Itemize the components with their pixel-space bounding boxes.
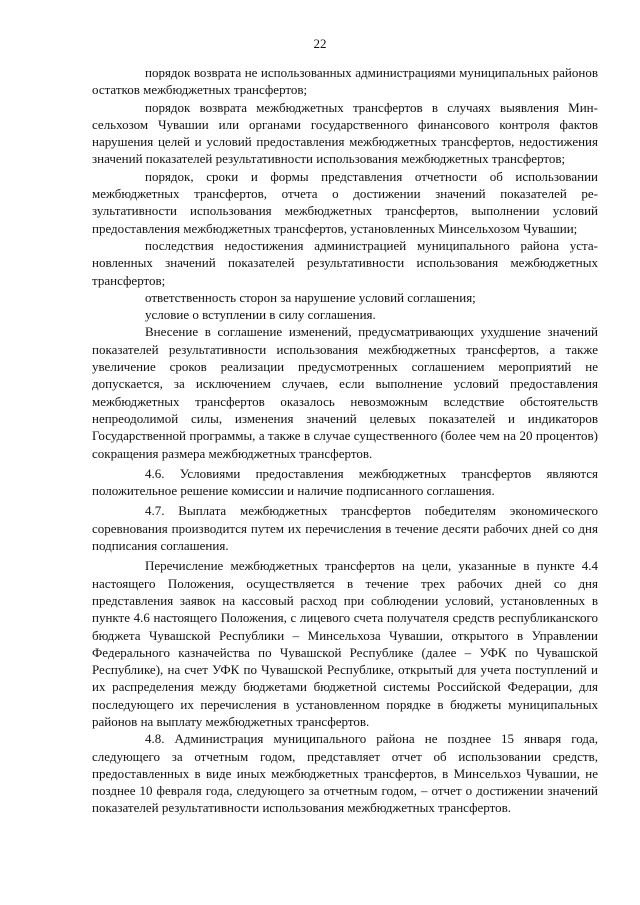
paragraph-amendments: Внесение в соглашение изменений, предусматривающих ухудшение значений показателей результативности использования межбюджетных трансфертов, а также увеличение сроков реализации предусмотренных соглашением мероприятий не допускается, за исключением случаев, если выполнение условий предоставления межбюджетных трансфертов оказалось невозможным вследствие обстоятельств непреодолимой силы, изменения значений целевых показателей и индикаторов Государственной программы, а также в случае существенного (более чем на 20 процентов) сокращения размера межбюджетных трансфертов. <box>92 324 598 461</box>
paragraph-section-4-6: 4.6. Условиями предоставления межбюджетных трансфертов являются положительное решение комиссии и наличие подписанного соглашения. <box>92 465 598 499</box>
paragraph-consequences: последствия недостижения администрацией муниципального района установленных значений показателей результативности использования межбюджетных трансфертов; <box>92 237 598 288</box>
document-body <box>92 64 598 817</box>
paragraph-return-unused-balances: порядок возврата не использованных администрациями муниципальных районов остатков межбюджетных трансфертов; <box>92 65 598 98</box>
paragraph-liability: ответственность сторон за нарушение условий соглашения; <box>145 289 476 305</box>
paragraph-section-4-7: 4.7. Выплата межбюджетных трансфертов победителям экономического соревнования производится путем их перечисления в течение десяти рабочих дней со дня подписания соглашения. <box>92 503 598 554</box>
paragraph-return-on-violations: порядок возврата межбюджетных трансфертов в случаях выявления Минсельхозом Чувашии или органами государственного финансового контроля фактов нарушения целей и условий предоставления межбюджетных трансфертов, недостижения значений показателей результативности использования межбюджетных трансфертов; <box>92 99 598 167</box>
paragraph-entry-into-force: условие о вступлении в силу соглашения. <box>145 307 376 323</box>
paragraph-transfer-procedure: Перечисление межбюджетных трансфертов на цели, указанные в пункте 4.4 настоящего Положения, осуществляется в течение трех рабочих дней со дня представления заявок на кассовый расход при соблюдении условий, установленных в пункте 4.6 настоящего Положения, с лицевого счета получателя средств республиканского бюджета Чувашской Республики – Минсельхоза Чувашии, открытого в Управлении Федерального казначейства по Чувашской Республике (далее – УФК по Чувашской Республике), на счет УФК по Чувашской Республике, открытый для учета поступлений и их распределения между бюджетами бюджетной системы Российской Федерации, для последующего их перечисления в установленном порядке в бюджеты муниципальных районов на выплату межбюджетных трансфертов. <box>92 558 598 729</box>
paragraph-reporting-procedure: порядок, сроки и формы представления отчетности об использовании межбюджетных трансфертов, отчета о достижении значений показателей результативности использования межбюджетных трансфертов, выполнении условий предоставления межбюджетных трансфертов, установленных Минсельхозом Чувашии; <box>92 168 598 236</box>
paragraph-section-4-8: 4.8. Администрация муниципального района не позднее 15 января года, следующего за отчетным годом, представляет отчет об использовании средств, предоставленных в виде иных межбюджетных трансфертов, в Минсельхоз Чувашии, не позднее 10 февраля года, следующего за отчетным годом, – отчет о достижении значений показателей результативности использования межбюджетных трансфертов. <box>92 731 598 816</box>
page-number: 22 <box>313 36 327 51</box>
